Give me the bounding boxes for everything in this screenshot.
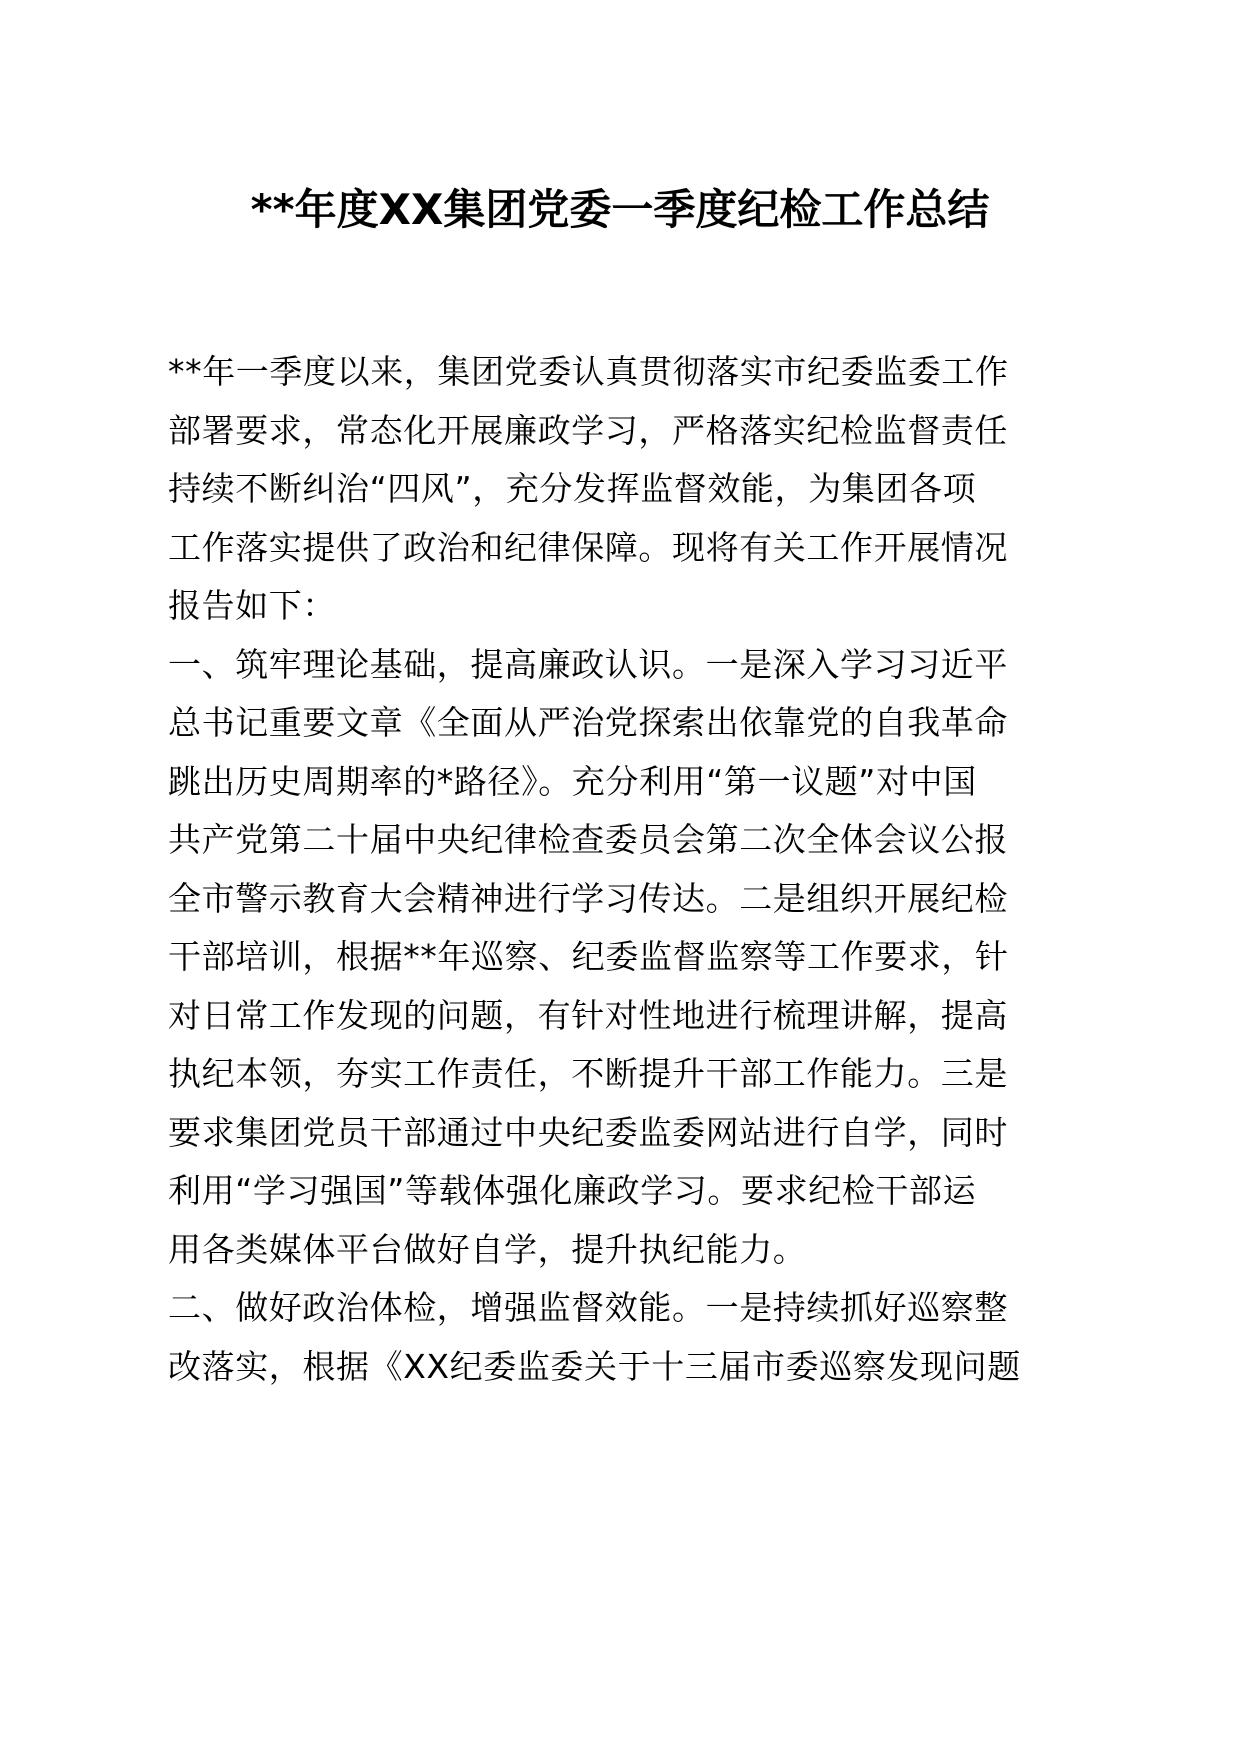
- section-1-line: 用各类媒体平台做好自学，提升执纪能力。: [168, 1229, 807, 1269]
- body-line-intro-4: 工作落实提供了政治和纪律保障。现将有关工作开展情况: [168, 527, 1008, 567]
- body-line-intro-1: **年一季度以来，集团党委认真贯彻落实市纪委监委工作: [168, 352, 1009, 391]
- body-line-intro-5: 报告如下：: [168, 586, 336, 625]
- section-2-line: 改落实，根据《XX纪委监委关于十三届市委巡察发现问题: [168, 1346, 1021, 1386]
- section-1-heading-line: 一、筑牢理论基础，提高廉政认识。一是深入学习习近平: [168, 644, 1008, 684]
- section-1-line: 执纪本领，夯实工作责任，不断提升干部工作能力。三是: [168, 1054, 1008, 1093]
- section-1-line: 共产党第二十届中央纪律检查委员会第二次全体会议公报: [168, 820, 1008, 859]
- section-1-line: 跳出历史周期率的*路径》。充分利用“第一议题”对中国: [168, 761, 977, 801]
- body-line-intro-3: 持续不断纠治“四风”，充分发挥监督效能，为集团各项: [168, 469, 977, 508]
- section-1-line: 总书记重要文章《全面从严治党探索出依靠党的自我革命: [168, 703, 1008, 742]
- section-1-line: 要求集团党员干部通过中央纪委监委网站进行自学，同时: [168, 1112, 1008, 1152]
- section-1-line: 对日常工作发现的问题，有针对性地进行梳理讲解，提高: [168, 995, 1008, 1035]
- section-1-line: 全市警示教育大会精神进行学习传达。二是组织开展纪检: [168, 878, 1008, 918]
- section-1-line: 利用“学习强国”等载体强化廉政学习。要求纪检干部运: [168, 1171, 977, 1210]
- document-title: **年度XX集团党委一季度纪检工作总结: [250, 185, 990, 234]
- document-body: [168, 343, 1021, 1396]
- body-line-intro-2: 部署要求，常态化开展廉政学习，严格落实纪检监督责任: [168, 410, 1008, 450]
- section-1-line: 干部培训，根据**年巡察、纪委监督监察等工作要求，针: [168, 937, 1009, 976]
- section-2-heading-line: 二、做好政治体检，增强监督效能。一是持续抓好巡察整: [168, 1288, 1008, 1327]
